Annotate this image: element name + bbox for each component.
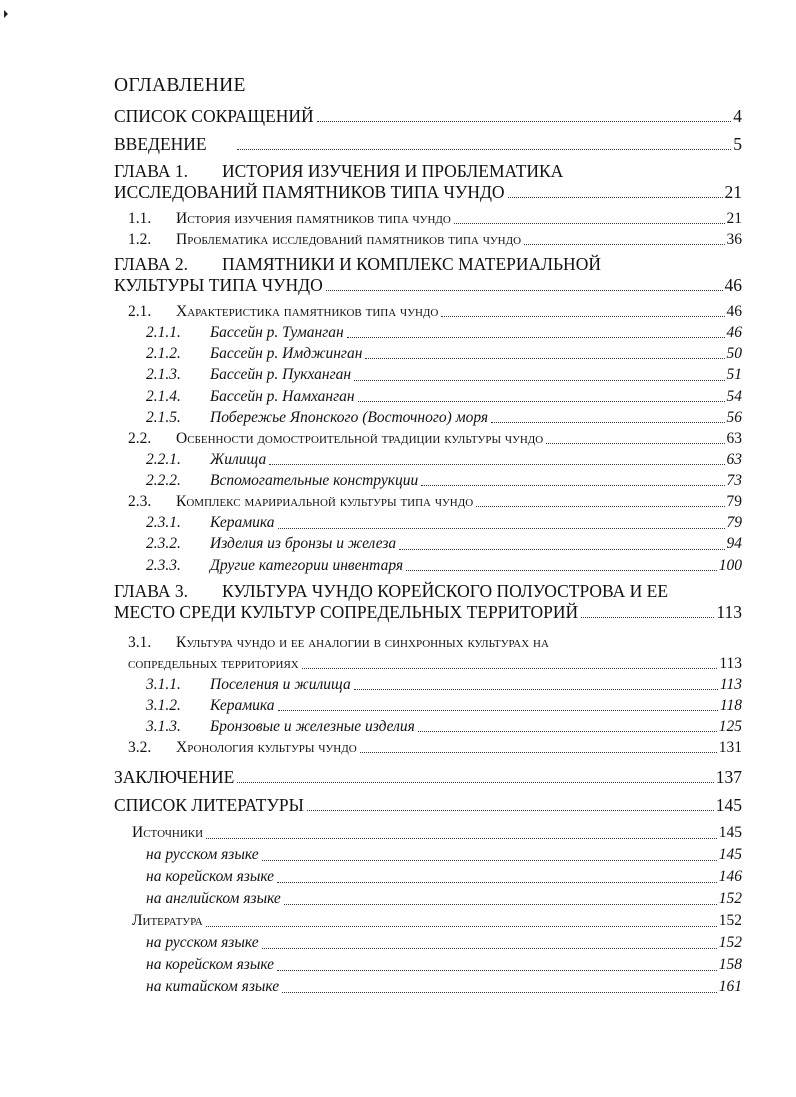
toc-section-2-2[interactable] [128, 428, 742, 449]
toc-entry-sources-english[interactable] [146, 888, 742, 910]
toc-entry-literature[interactable] [114, 794, 742, 816]
toc-subsection-3-1-1[interactable] [146, 674, 742, 695]
chapter-title: ПАМЯТНИКИ И КОМПЛЕКС МАТЕРИАЛЬНОЙ [222, 254, 601, 274]
toc-chapter-3[interactable] [114, 581, 742, 623]
subsection-number: 2.2.2. [146, 472, 181, 490]
dot-leader [418, 731, 717, 732]
dot-leader [360, 752, 717, 753]
dot-leader [307, 810, 714, 811]
entry-label: ЗАКЛЮЧЕНИЕ [114, 767, 235, 788]
toc-subsection-2-1-3[interactable] [146, 364, 742, 385]
entry-label: Литература [132, 912, 203, 930]
entry-label: СПИСОК СОКРАЩЕНИЙ [114, 106, 314, 126]
toc-section-3-2[interactable] [128, 737, 742, 758]
dot-leader [326, 290, 723, 291]
entry-page-number: 113 [719, 654, 742, 672]
toc-entry-introduction[interactable] [114, 133, 742, 155]
entry-label: ВВЕДЕНИЕ [114, 134, 207, 154]
subsection-number: 2.1.4. [146, 387, 181, 405]
entry-page-number: 152 [718, 912, 742, 930]
entry-label: Осбенности домостроительной традиции культуры чундо [176, 429, 544, 447]
toc-subsection-2-1-5[interactable] [146, 407, 742, 428]
toc-entry-lit-chinese[interactable] [146, 976, 742, 998]
toc-entry-sources-russian[interactable] [146, 844, 742, 866]
toc-chapter-1[interactable] [114, 161, 742, 203]
toc-entry-lit-korean[interactable] [146, 954, 742, 976]
toc-section-3-1[interactable] [128, 632, 742, 674]
subsection-number: 3.1.3. [146, 718, 181, 736]
section-number: 1.1. [128, 210, 152, 227]
dot-leader [476, 506, 724, 507]
toc-section-2-3[interactable] [128, 491, 742, 512]
entry-label: Бассейн р. Пукханган [210, 366, 352, 384]
entry-page-number: 113 [716, 601, 742, 622]
subsection-number: 2.1.5. [146, 408, 181, 426]
toc-section-1-1[interactable] [128, 208, 742, 229]
entry-label: Керамика [210, 697, 275, 715]
entry-label: Керамика [210, 514, 275, 532]
dot-leader [277, 882, 717, 883]
subsection-number: 2.3.2. [146, 535, 181, 553]
section-title-line-2 [128, 653, 742, 674]
entry-label: История изучения памятников типа чундо [176, 210, 451, 227]
dot-leader [284, 904, 717, 905]
toc-subsection-2-1-2[interactable] [146, 343, 742, 364]
toc-section-2-1[interactable] [128, 301, 742, 322]
chapter-title-cont: МЕСТО СРЕДИ КУЛЬТУР СОПРЕДЕЛЬНЫХ ТЕРРИТОРИЙ [114, 601, 579, 622]
entry-label: на корейском языке [146, 956, 275, 974]
dot-leader [262, 860, 717, 861]
entry-page-number: 79 [726, 514, 742, 532]
chapter-title-line-1 [114, 254, 742, 275]
entry-label: Проблематика исследований памятников типа чундо [176, 231, 522, 248]
subsection-number: 3.1.1. [146, 675, 181, 693]
dot-leader [277, 970, 717, 971]
section-title-line-1 [128, 632, 742, 653]
chapter-number: ГЛАВА 2. [114, 254, 189, 274]
dot-leader [282, 992, 717, 993]
entry-page-number: 113 [719, 675, 742, 693]
entry-label: на русском языке [146, 846, 259, 864]
entry-page-number: 137 [715, 767, 742, 788]
entry-label: Комплекс маририальной культуры типа чундо [176, 493, 474, 511]
entry-page-number: 145 [715, 795, 742, 816]
dot-leader [454, 223, 725, 224]
entry-page-number: 152 [718, 890, 742, 908]
dot-leader [237, 149, 732, 150]
toc-subsection-3-1-3[interactable] [146, 716, 742, 737]
subsection-number: 2.3.3. [146, 556, 181, 574]
dot-leader [237, 782, 713, 783]
subsection-number: 2.1.2. [146, 345, 181, 363]
dot-leader [278, 528, 725, 529]
subsection-number: 2.3.1. [146, 514, 181, 532]
dot-leader [302, 668, 718, 669]
toc-entry-sources-korean[interactable] [146, 866, 742, 888]
table-of-contents [114, 72, 742, 998]
toc-subsection-3-1-2[interactable] [146, 695, 742, 716]
dot-leader [399, 549, 724, 550]
dot-leader [354, 689, 718, 690]
entry-label: Поселения и жилища [210, 675, 351, 693]
entry-page-number: 158 [718, 956, 742, 974]
toc-subsection-2-3-1[interactable] [146, 512, 742, 533]
entry-page-number: 36 [726, 231, 742, 248]
chapter-title-line-2 [114, 182, 742, 203]
dot-leader [421, 485, 724, 486]
entry-page-number: 63 [726, 450, 742, 468]
toc-subsection-2-1-1[interactable] [146, 322, 742, 343]
entry-page-number: 46 [726, 303, 742, 320]
entry-page-number: 56 [726, 408, 742, 426]
entry-label: на русском языке [146, 934, 259, 952]
dot-leader [317, 121, 732, 122]
entry-page-number: 100 [718, 556, 742, 574]
entry-label: Источники [132, 824, 204, 842]
entry-label: на корейском языке [146, 868, 275, 886]
toc-entry-lit[interactable] [132, 910, 742, 932]
entry-label: Характеристика памятников типа чундо [176, 303, 439, 320]
subsection-number: 2.2.1. [146, 450, 181, 468]
entry-page-number: 125 [718, 718, 742, 736]
chapter-title: КУЛЬТУРА ЧУНДО КОРЕЙСКОГО ПОЛУОСТРОВА И ЕЕ [222, 580, 669, 601]
entry-label: Жилища [210, 450, 267, 468]
entry-page-number: 94 [726, 535, 742, 553]
toc-subsection-2-3-2[interactable] [146, 534, 742, 555]
dot-leader [365, 358, 724, 359]
entry-page-number: 118 [719, 697, 742, 715]
dot-leader [278, 710, 718, 711]
toc-subsection-2-2-1[interactable] [146, 449, 742, 470]
dot-leader [581, 617, 714, 618]
entry-label: Бассейн р. Намханган [210, 387, 355, 405]
dot-leader [546, 443, 724, 444]
toc-subsection-2-3-3[interactable] [146, 555, 742, 576]
entry-page-number: 46 [726, 323, 742, 341]
toc-entry-sources[interactable] [132, 822, 742, 844]
entry-label: Другие категории инвентаря [210, 556, 404, 574]
dot-leader [269, 464, 724, 465]
chapter-title: ИСТОРИЯ ИЗУЧЕНИЯ И ПРОБЛЕМАТИКА [222, 161, 564, 181]
entry-label: Вспомогательные конструкции [210, 472, 419, 490]
dot-leader [508, 197, 723, 198]
chapter-title-line-1 [114, 581, 742, 602]
section-number: 2.3. [128, 493, 152, 511]
toc-title: ОГЛАВЛЕНИЕ [114, 75, 246, 96]
entry-label: Хронология культуры чундо [176, 739, 357, 757]
section-number: 1.2. [128, 231, 152, 248]
entry-label: Бассейн р. Туманган [210, 323, 344, 341]
entry-label: СПИСОК ЛИТЕРАТУРЫ [114, 795, 304, 816]
dot-leader [441, 316, 724, 317]
entry-page-number: 4 [733, 106, 742, 126]
toc-entry-conclusion[interactable] [114, 766, 742, 788]
chapter-title-line-2 [114, 275, 742, 296]
dot-leader [406, 570, 717, 571]
entry-page-number: 73 [726, 472, 742, 490]
entry-page-number: 161 [718, 978, 742, 996]
entry-page-number: 79 [726, 493, 742, 511]
toc-chapter-2[interactable] [114, 254, 742, 296]
section-number: 2.2. [128, 429, 152, 447]
entry-page-number: 54 [726, 387, 742, 405]
entry-label: Изделия из бронзы и железа [210, 535, 397, 553]
subsection-number: 3.1.2. [146, 697, 181, 715]
dot-leader [358, 401, 725, 402]
toc-entry-abbreviations[interactable] [114, 105, 742, 127]
entry-label: Побережье Японского (Восточного) моря [210, 408, 489, 426]
toc-section-1-2[interactable] [128, 229, 742, 250]
dot-leader [491, 422, 724, 423]
section-number: 3.1. [128, 633, 152, 651]
entry-page-number: 152 [718, 934, 742, 952]
chapter-title-cont: ИССЛЕДОВАНИЙ ПАМЯТНИКОВ ТИПА ЧУНДО [114, 182, 505, 202]
entry-label: Культура чундо и ее аналогии в синхронных культурах на [176, 633, 549, 651]
subsection-number: 2.1.1. [146, 323, 181, 341]
entry-label: Бассейн р. Имджинган [210, 345, 363, 363]
subsection-number: 2.1.3. [146, 366, 181, 384]
dot-leader [206, 926, 717, 927]
entry-page-number: 51 [726, 366, 742, 384]
dot-leader [524, 244, 724, 245]
chapter-number: ГЛАВА 3. [114, 580, 189, 601]
entry-page-number: 21 [726, 210, 742, 227]
entry-page-number: 131 [718, 739, 742, 757]
chapter-title-cont: КУЛЬТУРЫ ТИПА ЧУНДО [114, 275, 323, 295]
entry-label: на английском языке [146, 890, 281, 908]
dot-leader [347, 337, 725, 338]
entry-page-number: 63 [726, 429, 742, 447]
toc-subsection-2-1-4[interactable] [146, 386, 742, 407]
chapter-number: ГЛАВА 1. [114, 161, 189, 181]
entry-page-number: 50 [726, 345, 742, 363]
toc-entry-lit-russian[interactable] [146, 932, 742, 954]
dot-leader [206, 838, 717, 839]
chapter-title-line-2 [114, 602, 742, 623]
entry-page-number: 145 [718, 824, 742, 842]
dot-leader [354, 380, 724, 381]
entry-page-number: 21 [724, 182, 742, 202]
entry-label-cont: сопредельных территориях [128, 654, 299, 672]
dot-leader [262, 948, 717, 949]
toc-subsection-2-2-2[interactable] [146, 470, 742, 491]
scan-corner-mark [4, 10, 8, 18]
chapter-title-line-1 [114, 161, 742, 182]
entry-label: Бронзовые и железные изделия [210, 718, 415, 736]
entry-page-number: 145 [718, 846, 742, 864]
section-number: 3.2. [128, 739, 152, 757]
entry-page-number: 46 [724, 275, 742, 295]
entry-page-number: 146 [718, 868, 742, 886]
entry-page-number: 5 [733, 134, 742, 154]
section-number: 2.1. [128, 303, 152, 320]
entry-label: на китайском языке [146, 978, 280, 996]
